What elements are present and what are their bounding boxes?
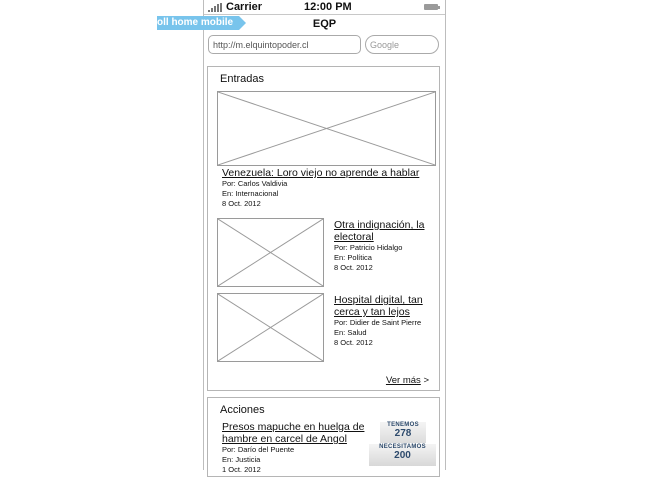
- chevron-right-icon: >: [423, 375, 429, 386]
- signal-icon: [208, 3, 222, 12]
- have-label: TENEMOS: [387, 422, 419, 428]
- phone-frame: [203, 0, 446, 474]
- image-placeholder-icon: [218, 219, 323, 286]
- action-link[interactable]: hambre en carcel de Angol: [222, 433, 347, 445]
- entradas-heading: Entradas: [220, 73, 265, 85]
- article-date: 8 Oct. 2012: [334, 338, 373, 347]
- featured-article-link[interactable]: Venezuela: Loro viejo no aprende a hablar: [222, 167, 420, 179]
- carrier-label: Carrier: [226, 1, 263, 13]
- article-author: Por: Didier de Saint Pierre: [334, 318, 422, 327]
- see-more-button[interactable]: [386, 375, 429, 386]
- article-image-placeholder[interactable]: [217, 218, 324, 287]
- article-author: Por: Carlos Valdivia: [222, 179, 288, 188]
- need-value: 200: [394, 450, 411, 461]
- clock: 12:00 PM: [304, 1, 352, 13]
- article-date: 8 Oct. 2012: [222, 199, 261, 208]
- action-date: 1 Oct. 2012: [222, 465, 261, 474]
- battery-icon: [424, 4, 438, 10]
- article-link[interactable]: electoral: [334, 231, 374, 243]
- article-category: En: Internacional: [222, 189, 279, 198]
- search-input[interactable]: Google: [365, 35, 439, 54]
- list-item: [334, 219, 424, 273]
- featured-image-placeholder[interactable]: [217, 91, 436, 166]
- article-image-placeholder[interactable]: [217, 293, 324, 362]
- article-link[interactable]: Otra indignación, la: [334, 219, 425, 231]
- need-label: NECESITAMOS: [379, 444, 426, 450]
- article-category: En: Salud: [334, 328, 367, 337]
- acciones-heading: Acciones: [220, 404, 265, 416]
- entradas-panel: [207, 66, 440, 391]
- status-bar: [204, 0, 445, 15]
- article-link[interactable]: cerca y tan lejos: [334, 306, 410, 318]
- url-input[interactable]: http://m.elquintopoder.cl: [208, 35, 361, 54]
- article-link[interactable]: Hospital digital, tan: [334, 294, 423, 306]
- featured-article: [222, 167, 419, 209]
- article-category: En: Política: [334, 253, 372, 262]
- action-category: En: Justicia: [222, 455, 261, 464]
- see-more-link[interactable]: Ver más: [385, 375, 421, 386]
- page-title: EQP: [312, 18, 337, 30]
- article-author: Por: Patricio Hidalgo: [334, 243, 403, 252]
- action-link[interactable]: Presos mapuche en huelga de: [222, 421, 365, 433]
- image-placeholder-icon: [218, 92, 435, 165]
- supporters-counter: [380, 422, 426, 443]
- image-placeholder-icon: [218, 294, 323, 361]
- have-value: 278: [394, 428, 412, 439]
- acciones-panel: [207, 397, 440, 477]
- list-item: [334, 294, 423, 348]
- action-item: [222, 421, 364, 475]
- action-author: Por: Darío del Puente: [222, 445, 295, 454]
- annotation-tag: oll home mobile: [157, 16, 239, 30]
- needed-counter: [369, 444, 436, 466]
- article-date: 8 Oct. 2012: [334, 263, 373, 272]
